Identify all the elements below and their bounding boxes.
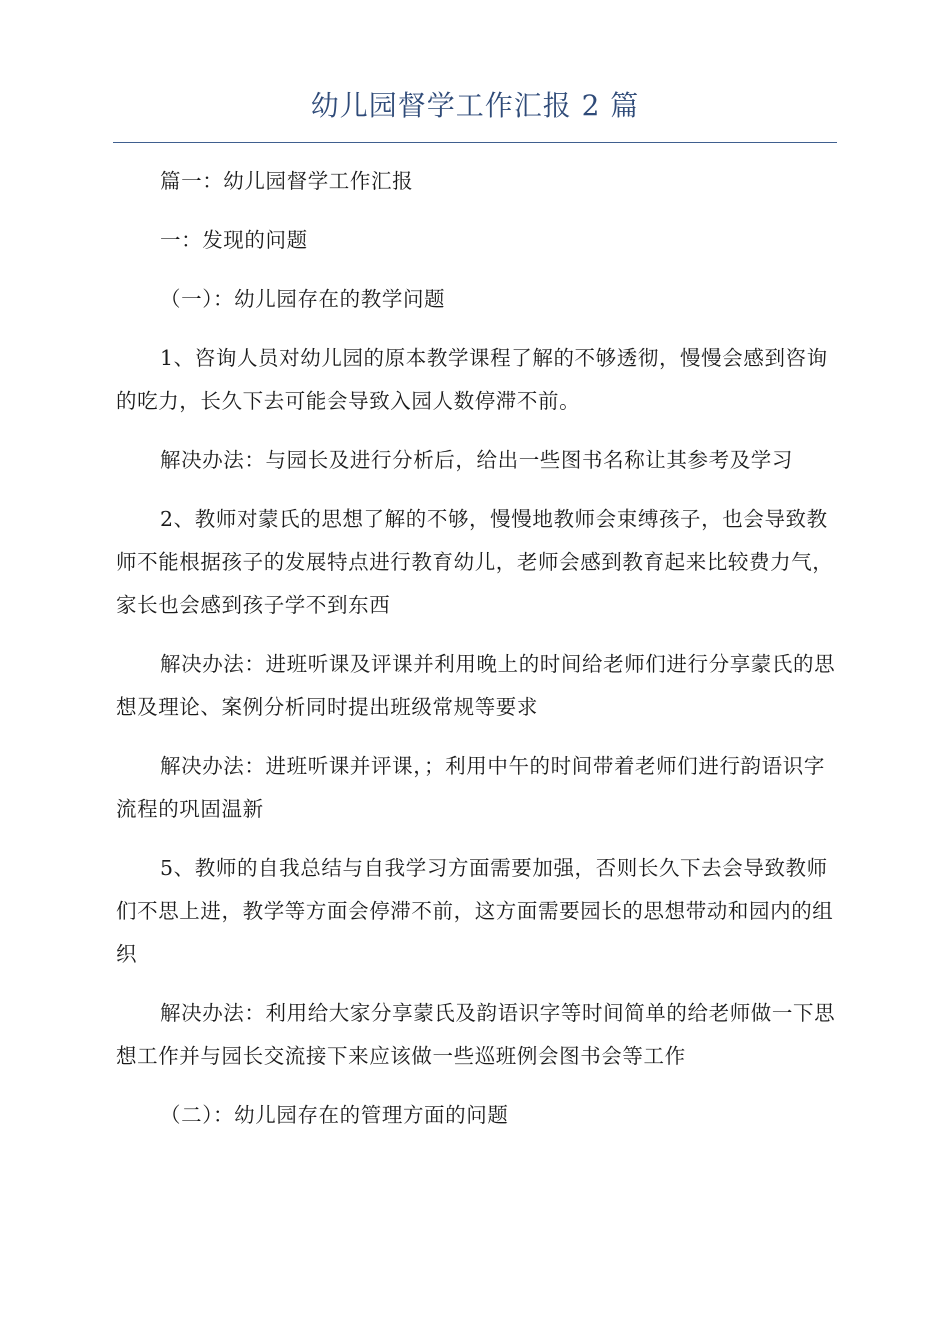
paragraph-solution-1: 解决办法：与园长及进行分析后，给出一些图书名称让其参考及学习 (160, 448, 793, 472)
paragraph-subheading-management: （二）：幼儿园存在的管理方面的问题 (160, 1103, 509, 1127)
paragraph-item-5: 5、教师的自我总结与自我学习方面需要加强，否则长久下去会导致教师们不思上进，教学等方面会停滞不前，这方面需要园长的思想带动和园内的组织 (116, 856, 834, 966)
paragraph-item-2: 2、教师对蒙氏的思想了解的不够，慢慢地教师会束缚孩子，也会导致教师不能根据孩子的发展特点进行教育幼儿，老师会感到教育起来比较费力气，家长也会感到孩子学不到东西 (116, 507, 834, 617)
paragraph-item-1: 1、咨询人员对幼儿园的原本教学课程了解的不够透彻，慢慢会感到咨询的吃力，长久下去可能会导致入园人数停滞不前。 (116, 346, 828, 413)
paragraph-section-heading: 篇一：幼儿园督学工作汇报 (160, 169, 414, 193)
paragraph-solution-2: 解决办法：进班听课及评课并利用晚上的时间给老师们进行分享蒙氏的思想及理论、案例分析同时提出班级常规等要求 (116, 652, 836, 719)
paragraph-problems-heading: 一：发现的问题 (160, 228, 308, 252)
paragraph-solution-3: 解决办法：进班听课并评课，；利用中午的时间带着老师们进行韵语识字流程的巩固温新 (116, 754, 825, 821)
paragraph-solution-5: 解决办法：利用给大家分享蒙氏及韵语识字等时间简单的给老师做一下思想工作并与园长交流接下来应该做一些巡班例会图书会等工作 (116, 1001, 836, 1068)
document-body (116, 160, 836, 1137)
document-title: 幼儿园督学工作汇报 2 篇 (310, 89, 640, 122)
title-divider (113, 142, 837, 143)
paragraph-subheading-teaching: （一）：幼儿园存在的教学问题 (160, 287, 446, 311)
